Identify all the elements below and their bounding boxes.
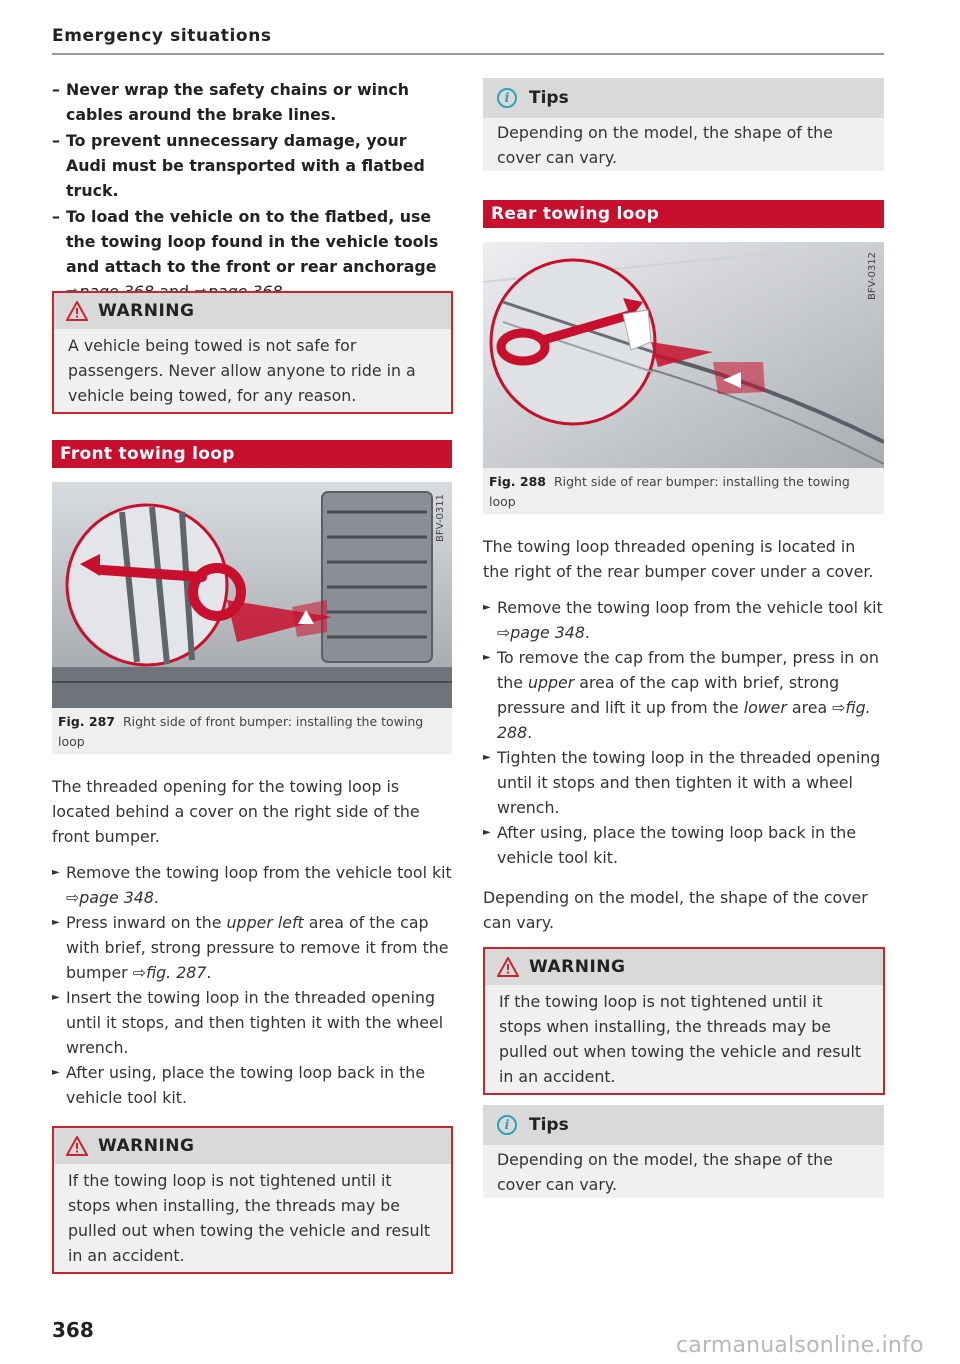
warning-header [54, 1128, 451, 1164]
figure-label: Fig. 288 [489, 474, 546, 489]
page-header-title: Emergency situations [52, 26, 272, 46]
shape-note: Depending on the model, the shape of the cover can vary. [483, 888, 868, 932]
page-link[interactable]: ⇨page 348 [66, 888, 154, 907]
tips-text: Depending on the model, the shape of the cover can vary. [497, 1150, 833, 1194]
warning-title: WARNING [98, 301, 195, 321]
figure-link[interactable]: ⇨fig. 288 [497, 698, 871, 742]
info-icon: i [497, 1115, 517, 1135]
header-rule [52, 53, 884, 55]
list-item: ► Press inward on the upper left area of the cap with brief, strong pressure to remove it from the bumper ⇨fig. 287. [52, 910, 452, 985]
warning-box [52, 1126, 453, 1274]
rear-bumper-illustration [483, 242, 884, 468]
warning-header [54, 293, 451, 329]
tips-box [483, 1105, 884, 1198]
list-item: ► Insert the towing loop in the threaded opening until it stops, and then tighten it with the wheel wrench. [52, 985, 452, 1060]
tips-title: Tips [529, 1115, 569, 1135]
list-item: – To prevent unnecessary damage, your Audi must be transported with a flatbed truck. [52, 128, 452, 203]
warning-triangle-icon [497, 957, 519, 977]
list-item: ► To remove the cap from the bumper, press in on the upper area of the cap with brief, strong pressure and lift it up from the lower area ⇨fig. 288. [483, 645, 884, 745]
warning-triangle-icon [66, 301, 88, 321]
tips-title: Tips [529, 88, 569, 108]
figure-code: BFV-0312 [867, 252, 878, 300]
warning-text: If the towing loop is not tightened until it stops when installing, the threads may be pulled out when towing the vehicle and result in an accident. [68, 1171, 431, 1265]
figure-caption: Fig. 287 Right side of front bumper: installing the towing loop [58, 714, 424, 749]
warning-title: WARNING [529, 957, 626, 977]
tips-box [483, 78, 884, 171]
figure-287 [52, 482, 452, 754]
front-loop-description: The threaded opening for the towing loop is located behind a cover on the right side of the front bumper. [52, 777, 420, 846]
list-item: ► After using, place the towing loop back in the vehicle tool kit. [483, 820, 884, 870]
rear-loop-steps [483, 595, 884, 870]
figure-label: Fig. 287 [58, 714, 115, 729]
list-item: ► Tighten the towing loop in the threaded opening until it stops and then tighten it with a wheel wrench. [483, 745, 884, 820]
warning-title: WARNING [98, 1136, 195, 1156]
section-heading-rear-towing-loop: Rear towing loop [483, 200, 884, 228]
warning-text: If the towing loop is not tightened until it stops when installing, the threads may be pulled out when towing the vehicle and result in an accident. [499, 992, 862, 1086]
warning-triangle-icon [66, 1136, 88, 1156]
section-heading-front-towing-loop: Front towing loop [52, 440, 452, 468]
tips-header [483, 1105, 884, 1145]
figure-link[interactable]: ⇨fig. 287 [132, 963, 207, 982]
list-item: ► Remove the towing loop from the vehicle tool kit ⇨page 348. [52, 860, 452, 910]
warning-text: A vehicle being towed is not safe for passengers. Never allow anyone to ride in a vehicle being towed, for any reason. [68, 336, 416, 405]
front-loop-steps [52, 860, 452, 1110]
figure-code: BFV-0311 [435, 494, 446, 542]
front-bumper-illustration [52, 482, 452, 708]
warning-box [52, 291, 453, 414]
rear-loop-description: The towing loop threaded opening is located in the right of the rear bumper cover under a cover. [483, 537, 874, 581]
warning-header [485, 949, 883, 985]
figure-caption: Fig. 288 Right side of rear bumper: installing the towing loop [489, 474, 850, 509]
watermark: carmanualsonline.info [676, 1333, 924, 1358]
tips-header [483, 78, 884, 118]
page-link[interactable]: ⇨page 348 [497, 623, 585, 642]
warning-box [483, 947, 885, 1095]
list-item: – Never wrap the safety chains or winch cables around the brake lines. [52, 77, 452, 127]
list-item: – To load the vehicle on to the flatbed, use the towing loop found in the vehicle tools and attach to the front or rear anchorage [52, 204, 452, 304]
tips-text: Depending on the model, the shape of the cover can vary. [497, 123, 833, 167]
figure-288 [483, 242, 884, 514]
list-item: ► After using, place the towing loop back in the vehicle tool kit. [52, 1060, 452, 1110]
info-icon: i [497, 88, 517, 108]
transport-warnings-list [52, 77, 452, 305]
list-item: ► Remove the towing loop from the vehicle tool kit ⇨page 348. [483, 595, 884, 645]
page-number: 368 [52, 1318, 94, 1342]
